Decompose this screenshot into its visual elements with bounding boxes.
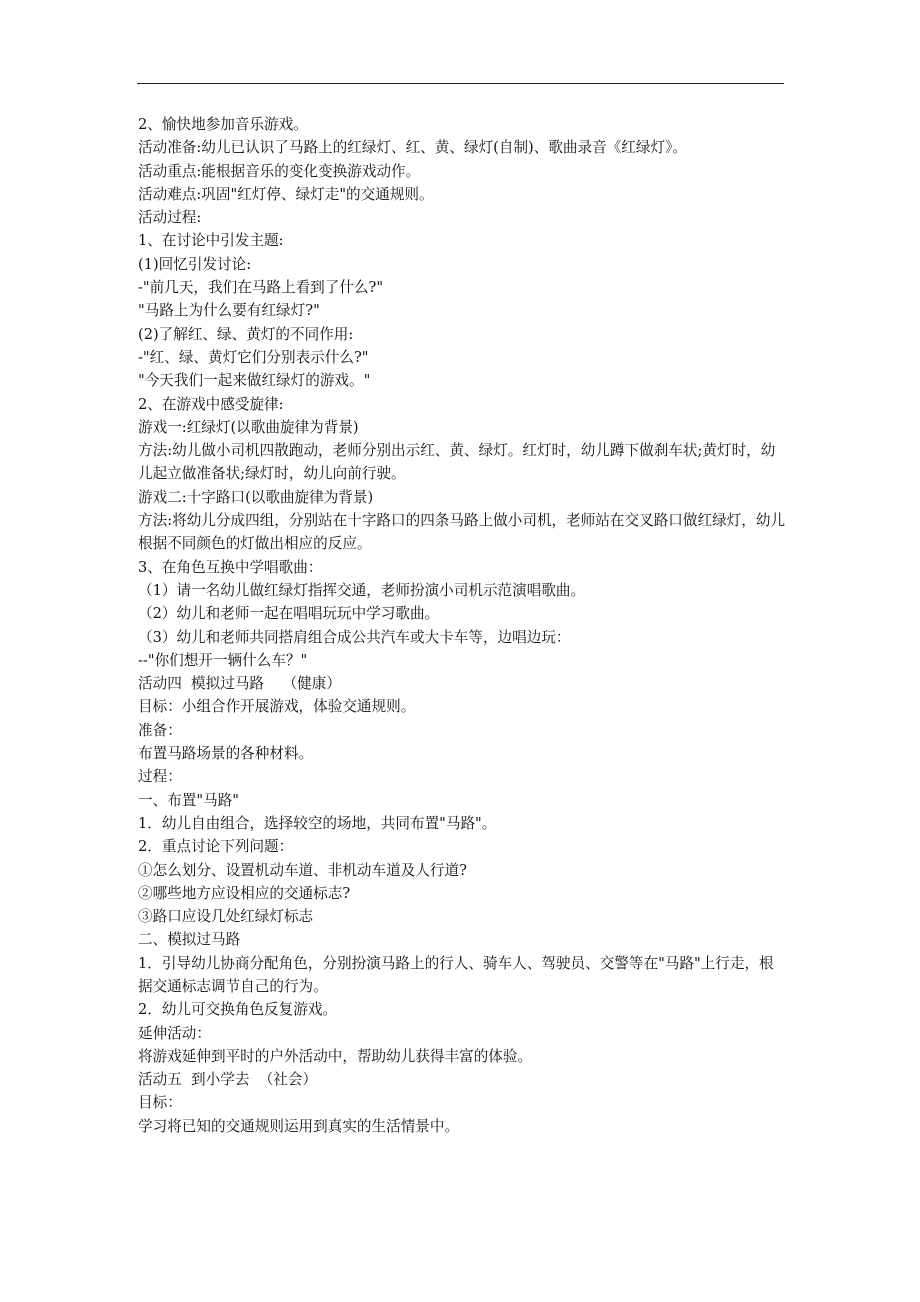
- text-line: 3、在角色互换中学唱歌曲：: [138, 558, 323, 576]
- document-body: [138, 113, 786, 1138]
- text-line: ②哪些地方应设相应的交通标志?: [138, 884, 351, 902]
- text-paragraph: 方法:将幼儿分成四组，分别站在十字路口的四条马路上做小司机，老师站在交叉路口做红绿灯，幼儿根据不同颜色的灯做出相应的反应。: [138, 512, 786, 553]
- header-rule: [137, 83, 784, 84]
- text-line: "马路上为什么要有红绿灯?": [138, 302, 320, 320]
- text-line: 活动过程:: [138, 209, 202, 227]
- text-line: 目标：小组合作开展游戏，体验交通规则。: [138, 698, 416, 716]
- text-line: 2、愉快地参加音乐游戏。: [138, 116, 308, 133]
- text-line: 活动准备:幼儿已认识了马路上的红绿灯、红、黄、绿灯(自制)、歌曲录音《红绿灯》。: [138, 139, 687, 157]
- text-line: 2、在游戏中感受旋律:: [138, 395, 284, 413]
- text-line: (2)了解红、绿、黄灯的不同作用:: [138, 325, 354, 343]
- text-line: 将游戏延伸到平时的户外活动中，帮助幼儿获得丰富的体验。: [138, 1047, 533, 1065]
- text-line: 1、在讨论中引发主题:: [138, 232, 284, 250]
- section-heading: 活动四 模拟过马路 （健康）: [138, 675, 341, 693]
- text-paragraph: 方法:幼儿做小司机四散跑动，老师分别出示红、黄、绿灯。红灯时，幼儿蹲下做刹车状;黄灯时，幼儿起立做准备状;绿灯时，幼儿向前行驶。: [138, 442, 776, 483]
- text-line: 一、布置"马路": [138, 791, 239, 809]
- text-line: 2．重点讨论下列问题：: [138, 838, 294, 856]
- text-line: （2）幼儿和老师一起在唱唱玩玩中学习歌曲。: [138, 605, 440, 623]
- text-line: 游戏二:十字路口(以歌曲旋律为背景): [138, 488, 374, 506]
- text-line: 活动难点:巩固"红灯停、绿灯走"的交通规则。: [138, 185, 434, 203]
- text-line: 布置马路场景的各种材料。: [138, 745, 314, 763]
- text-line: "今天我们一起来做红绿灯的游戏。": [138, 372, 371, 390]
- text-line: （1）请一名幼儿做红绿灯指挥交通，老师扮演小司机示范演唱歌曲。: [138, 581, 586, 599]
- text-line: 1．幼儿自由组合，选择较空的场地，共同布置"马路"。: [138, 814, 497, 832]
- text-line: 准备：: [138, 721, 182, 739]
- text-line: 游戏一:红绿灯(以歌曲旋律为背景): [138, 418, 359, 436]
- text-line: (1)回忆引发讨论:: [138, 255, 252, 273]
- text-line: 过程：: [138, 768, 182, 786]
- section-heading: 活动五 到小学去 （社会）: [138, 1071, 318, 1089]
- text-line: 活动重点:能根据音乐的变化变换游戏动作。: [138, 162, 421, 180]
- text-line: 二、模拟过马路: [138, 931, 241, 949]
- text-line: 学习将已知的交通规则运用到真实的生活情景中。: [138, 1117, 460, 1135]
- text-line: ③路口应设几处红绿灯标志: [138, 908, 314, 926]
- text-line: 2．幼儿可交换角色反复游戏。: [138, 1001, 338, 1019]
- text-paragraph: 1．引导幼儿协商分配角色，分别扮演马路上的行人、骑车人、驾驶员、交警等在"马路"上行走，根据交通标志调节自己的行为。: [138, 954, 774, 995]
- text-line: -"前几天，我们在马路上看到了什么?": [138, 279, 384, 297]
- text-line: -"红、绿、黄灯它们分别表示什么?": [138, 348, 369, 366]
- text-line: --"你们想开一辆什么车？": [138, 651, 308, 669]
- text-line: 延伸活动：: [138, 1024, 211, 1042]
- text-line: ①怎么划分、设置机动车道、非机动车道及人行道?: [138, 861, 467, 879]
- text-line: 目标：: [138, 1094, 182, 1112]
- text-line: （3）幼儿和老师共同搭肩组合成公共汽车或大卡车等，边唱边玩：: [138, 628, 571, 646]
